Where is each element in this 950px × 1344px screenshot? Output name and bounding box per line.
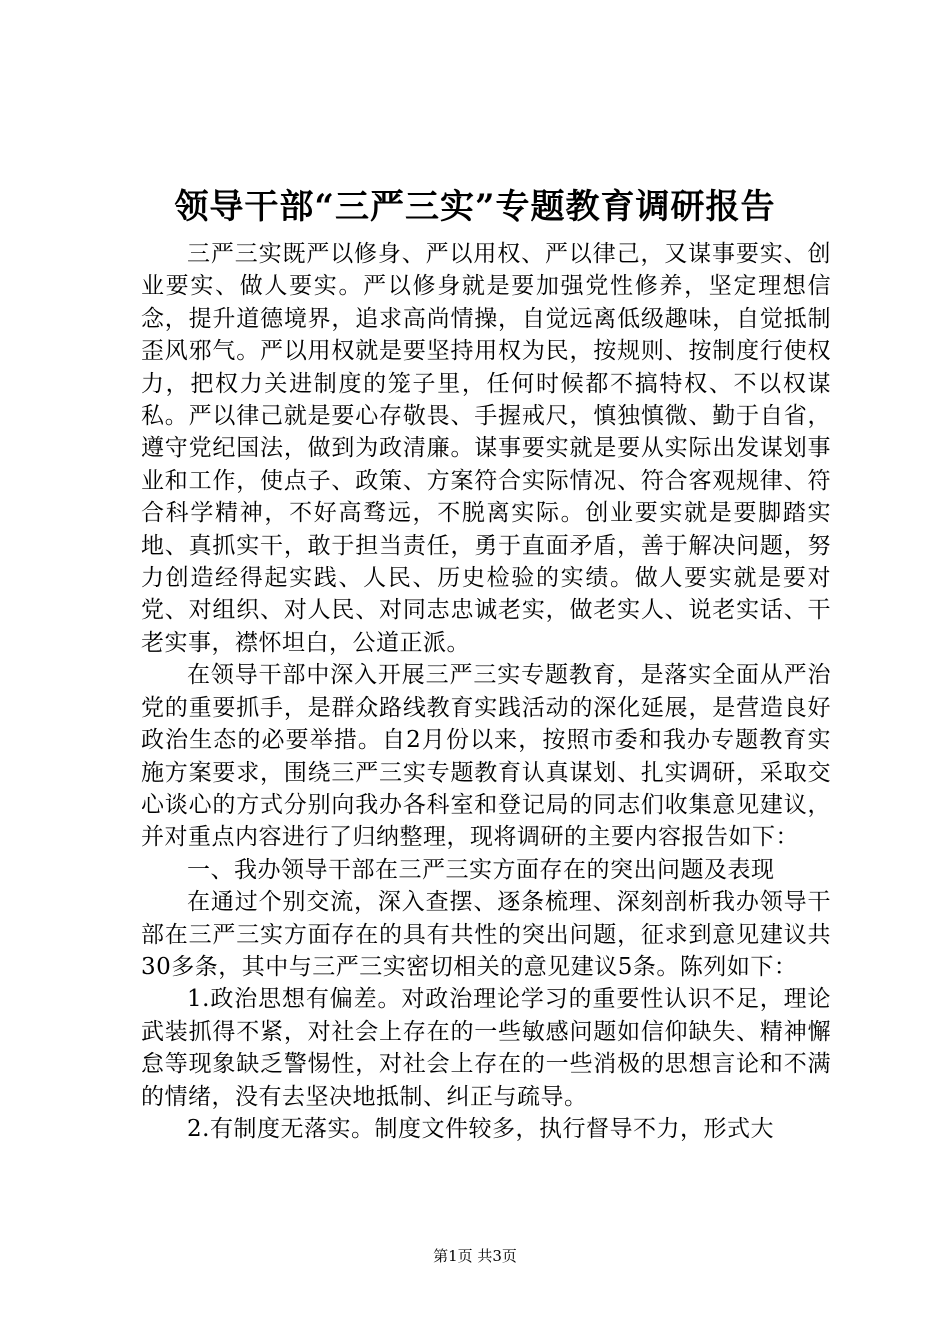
section-heading-1: 一、我办领导干部在三严三实方面存在的突出问题及表现 [187,856,775,883]
paragraph-intro: 三严三实既严以修身、严以用权、严以律己，又谋事要实、创业要实、做人要实。严以修身就是要加强党性修养，坚定理想信念，提升道德境界，追求高尚情操，自觉远离低级趣味，自觉抵制歪风邪气。严以用权就是要坚持用权为民，按规则、按制度行使权力，把权力关进制度的笼子里，任何时候都不搞特权、不以权谋私。严以律己就是要心存敬畏、手握戒尺，慎独慎微、勤于自省，遵守党纪国法，做到为政清廉。谋事要实就是要从实际出发谋划事业和工作，使点子、政策、方案符合实际情况、符合客观规律、符合科学精神，不好高骛远，不脱离实际。创业要实就是要脚踏实地、真抓实干，敢于担当责任，勇于直面矛盾，善于解决问题，努力创造经得起实践、人民、历史检验的实绩。做人要实就是要对党、对组织、对人民、对同志忠诚老实，做老实人、说老实话、干老实事，襟怀坦白，公道正派。 [141,241,831,656]
document-body [141,238,831,1145]
list-item-2: 2.有制度无落实。制度文件较多，执行督导不力，形式大 [187,1115,774,1142]
paragraph-background: 在领导干部中深入开展三严三实专题教育，是落实全面从严治党的重要抓手，是群众路线教育实践活动的深化延展，是营造良好政治生态的必要举措。自2月份以来，按照市委和我办专题教育实施方案要求，围绕三严三实专题教育认真谋划、扎实调研，采取交心谈心的方式分别向我办各科室和登记局的同志们收集意见建议，并对重点内容进行了归纳整理，现将调研的主要内容报告如下： [141,662,831,851]
page-number-footer: 第1页 共3页 [433,1247,517,1265]
list-item-1: 1.政治思想有偏差。对政治理论学习的重要性认识不足，理论武装抓得不紧，对社会上存在的一些敏感问题如信仰缺失、精神懈怠等现象缺乏警惕性，对社会上存在的一些消极的思想言论和不满的情绪，没有去坚决地抵制、纠正与疏导。 [141,986,831,1110]
document-title: 领导干部“三严三实”专题教育调研报告 [174,187,776,227]
paragraph-findings: 在通过个别交流，深入查摆、逐条梳理、深刻剖析我办领导干部在三严三实方面存在的具有共性的突出问题，征求到意见建议共30多条，其中与三严三实密切相关的意见建议5条。陈列如下： [141,889,831,980]
